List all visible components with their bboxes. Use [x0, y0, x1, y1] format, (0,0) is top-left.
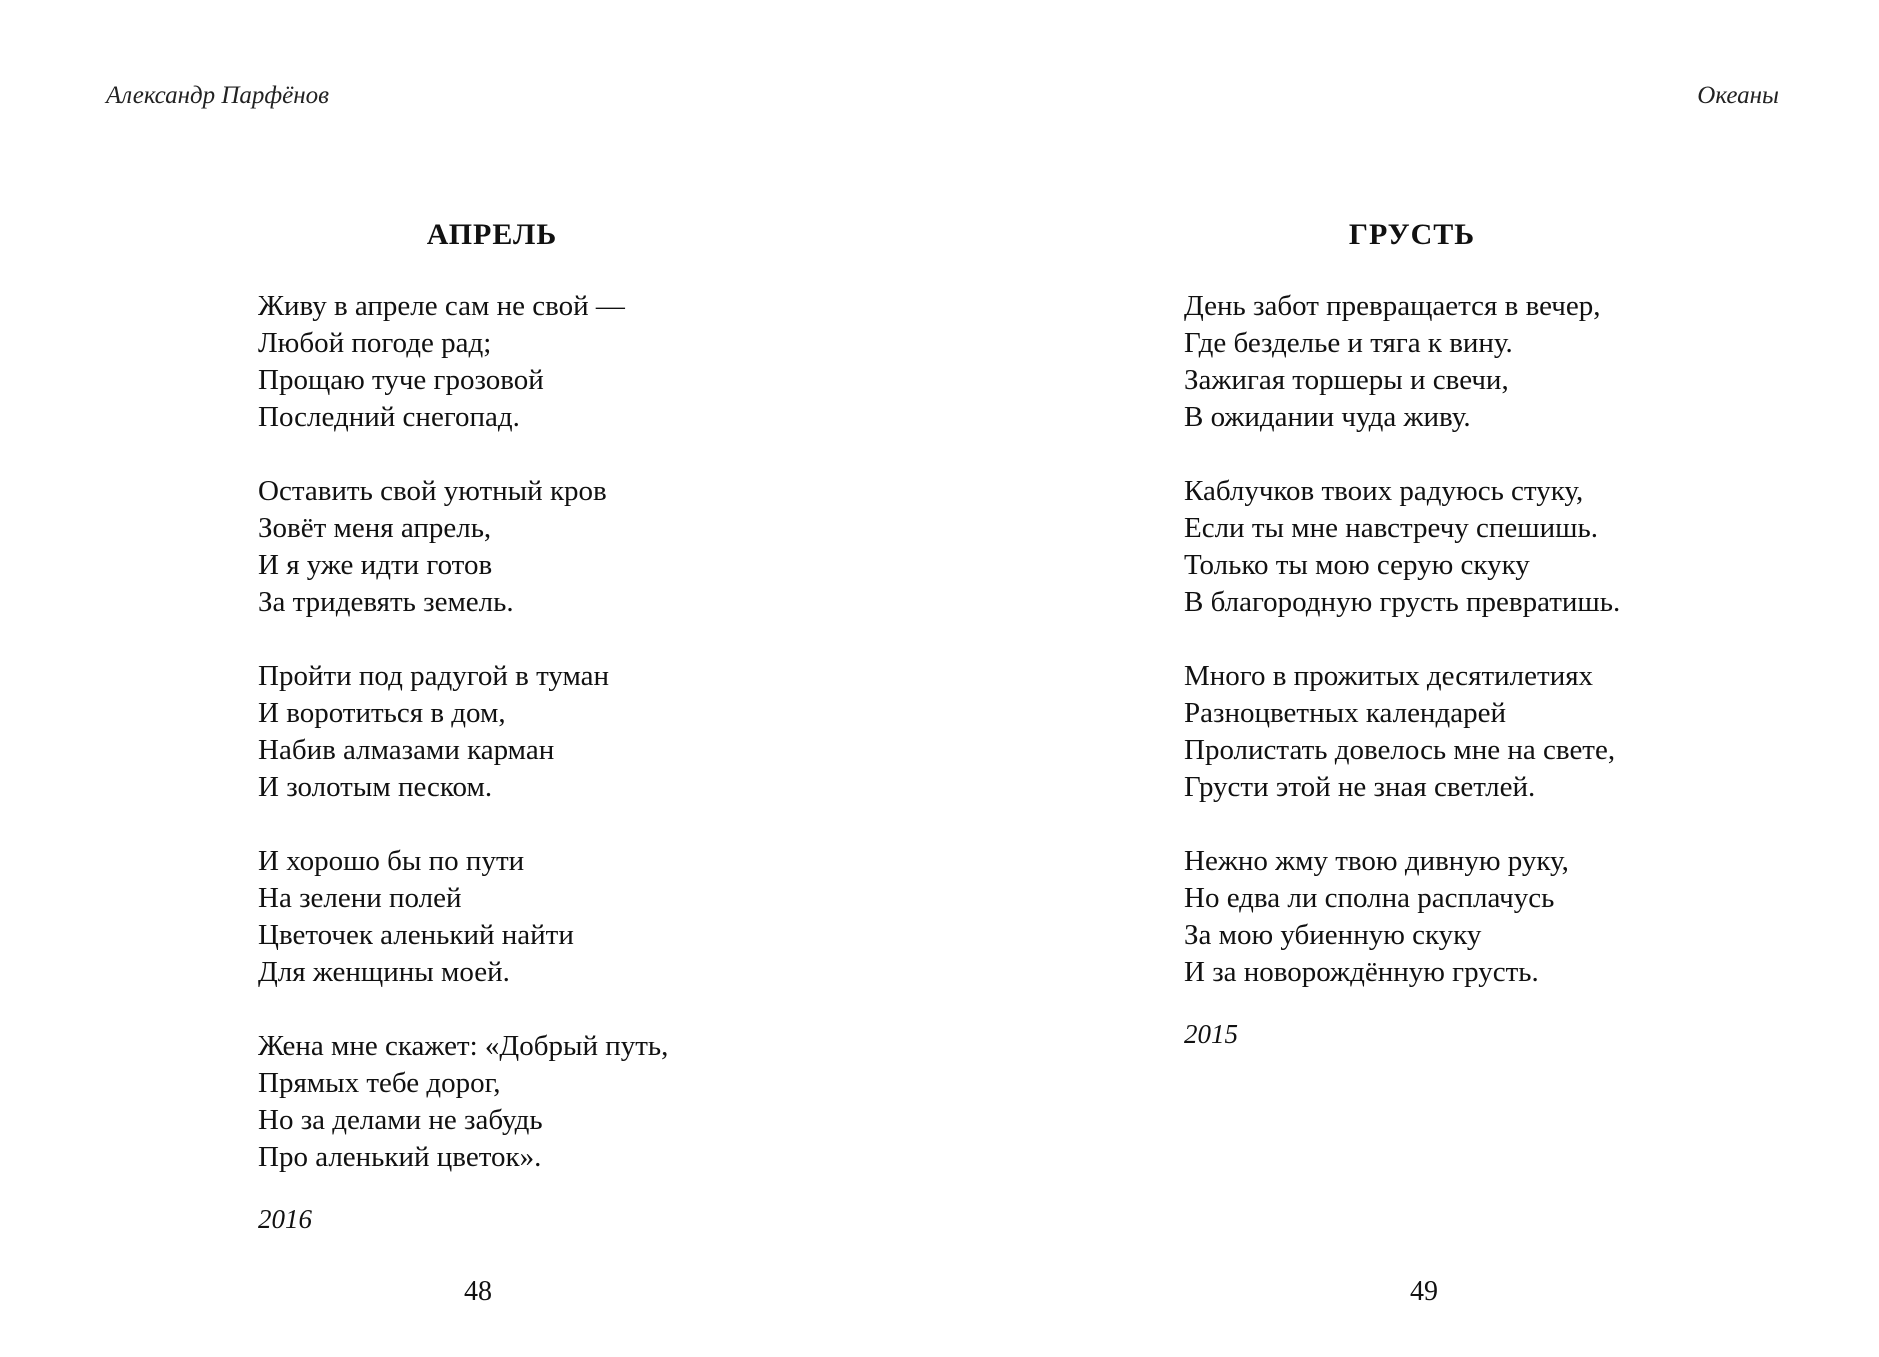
poem-line: Где безделье и тяга к вину.: [1184, 327, 1513, 359]
poem-line: Зажигая торшеры и свечи,: [1184, 364, 1509, 396]
poem-line: За мою убиенную скуку: [1184, 919, 1482, 951]
page-number: 48: [464, 1276, 492, 1307]
poem-line: Живу в апреле сам не свой —: [258, 290, 625, 322]
poem-line: И воротиться в дом,: [258, 697, 506, 729]
poem-line: Цветочек аленький найти: [258, 919, 574, 951]
poem-line: Набив алмазами карман: [258, 734, 555, 766]
stanza: [1184, 843, 1620, 991]
poem-line: Каблучков твоих радуюсь стуку,: [1184, 475, 1584, 507]
stanza: [258, 843, 668, 991]
stanza: [258, 288, 668, 436]
poem-line: Нежно жму твою дивную руку,: [1184, 845, 1569, 877]
poem-date: 2015: [1184, 1019, 1238, 1049]
poem-line: Если ты мне навстречу спешишь.: [1184, 512, 1598, 544]
poem-line: В благородную грусть превратишь.: [1184, 586, 1621, 618]
poem-line: За тридевять земель.: [258, 586, 514, 618]
stanza: [258, 473, 668, 621]
running-head-book-title: Океаны: [1697, 82, 1779, 109]
poem-line: В ожидании чуда живу.: [1184, 401, 1471, 433]
poem-line: Любой погоде рад;: [258, 327, 492, 359]
poem-line: Последний снегопад.: [258, 401, 520, 433]
poem-line: Но за делами не забудь: [258, 1104, 543, 1136]
poem-line: И я уже идти готов: [258, 549, 493, 581]
stanza: [1184, 288, 1620, 436]
poem-line: И за новорождённую грусть.: [1184, 956, 1539, 988]
poem-line: И золотым песком.: [258, 771, 493, 803]
poem-line: Жена мне скажет: «Добрый путь,: [258, 1030, 669, 1062]
poem-line: Пройти под радугой в туман: [258, 660, 610, 692]
running-head-author: Александр Парфёнов: [106, 82, 330, 109]
poem-line: Много в прожитых десятилетиях: [1184, 660, 1594, 692]
stanza: [1184, 658, 1620, 806]
poem-line: Прощаю туче грозовой: [258, 364, 544, 396]
poem-line: Но едва ли сполна расплачусь: [1184, 882, 1555, 914]
stanza: [258, 658, 668, 806]
right-page: [940, 0, 1879, 1357]
poem-line: На зелени полей: [258, 882, 462, 914]
stanza: [1184, 473, 1620, 621]
poem-line: Только ты мою серую скуку: [1184, 549, 1530, 581]
stanza: [258, 1028, 668, 1176]
poem-title-april: АПРЕЛЬ: [426, 218, 558, 251]
poem-line: Прямых тебе дорог,: [258, 1067, 501, 1099]
page-number: 49: [1410, 1276, 1438, 1307]
poem-line: Пролистать довелось мне на свете,: [1184, 734, 1616, 766]
poem-line: Грусти этой не зная светлей.: [1184, 771, 1536, 803]
poem-line: И хорошо бы по пути: [258, 845, 525, 877]
poem-line: Разноцветных календарей: [1184, 697, 1506, 729]
poem-sadness: [1184, 288, 1620, 1053]
poem-title-sadness: ГРУСТЬ: [1348, 218, 1476, 251]
poem-date: 2016: [258, 1204, 312, 1234]
poem-line: День забот превращается в вечер,: [1184, 290, 1601, 322]
poem-line: Для женщины моей.: [258, 956, 510, 988]
poem-april: [258, 288, 668, 1238]
poem-line: Зовёт меня апрель,: [258, 512, 492, 544]
poem-line: Оставить свой уютный кров: [258, 475, 607, 507]
poem-line: Про аленький цветок».: [258, 1141, 542, 1173]
